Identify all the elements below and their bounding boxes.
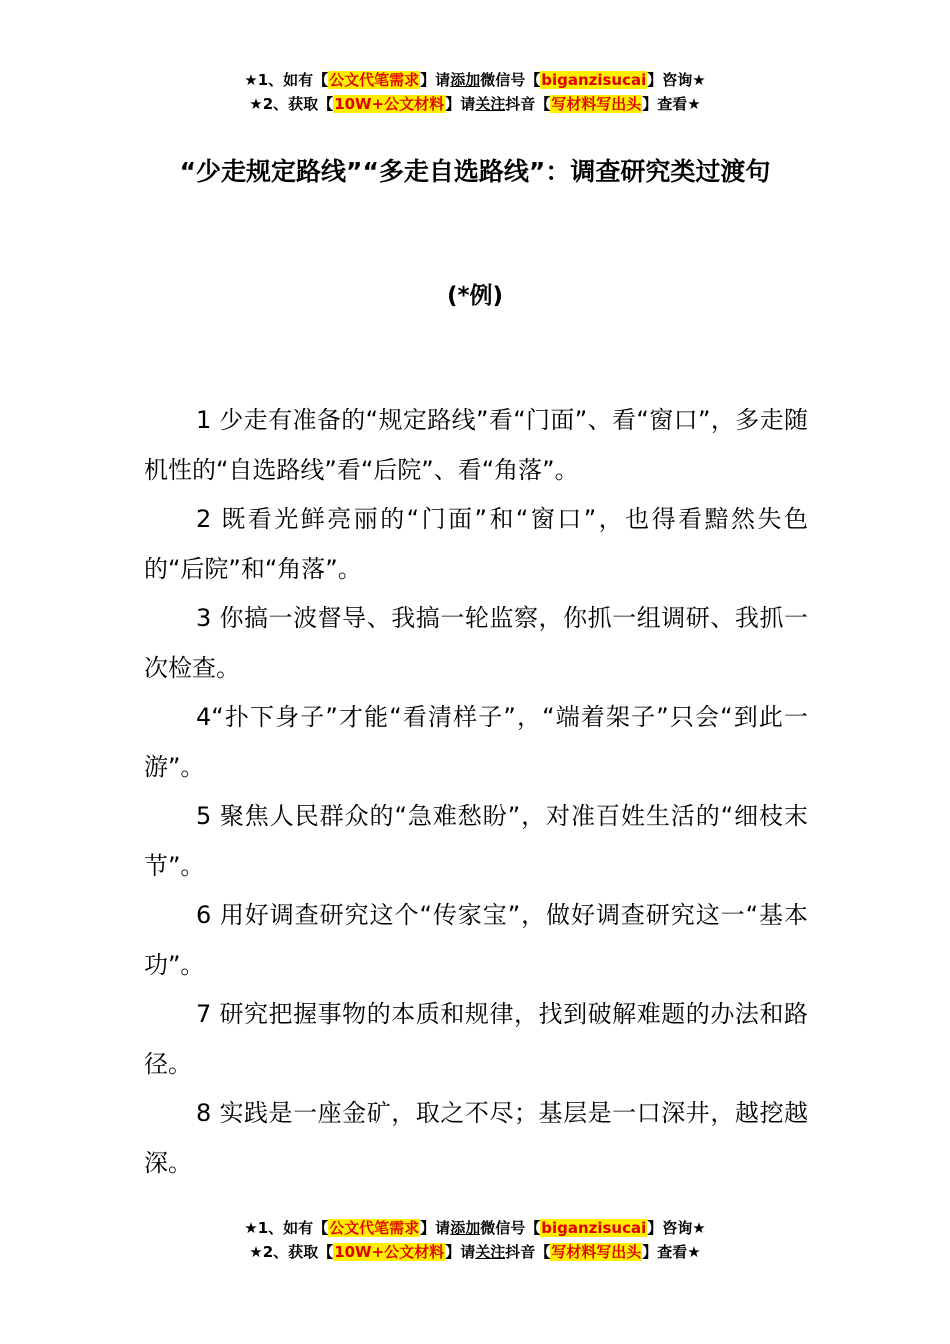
banner-underline-follow: 关注: [475, 95, 506, 113]
banner-text: 】咨询★: [647, 71, 706, 89]
banner-highlight-wechat-id: biganzisucai: [541, 1219, 647, 1237]
document-body: [144, 396, 808, 1188]
banner-underline-add: 添加: [450, 1219, 481, 1237]
banner-highlight-materials: 10W+公文材料: [334, 1243, 445, 1261]
list-item: 5 聚焦人民群众的“急难愁盼”，对准百姓生活的“细枝末节”。: [144, 802, 808, 880]
bottom-banner: [0, 1216, 950, 1264]
document-title: “少走规定路线”“多走自选路线”：调查研究类过渡句: [179, 157, 771, 186]
list-item: 8 实践是一座金矿，取之不尽；基层是一口深井，越挖越深。: [144, 1099, 808, 1177]
list-item: 4“扑下身子”才能“看清样子”，“端着架子”只会“到此一游”。: [144, 703, 808, 781]
top-banner: [0, 68, 950, 116]
banner-underline-add: 添加: [450, 71, 481, 89]
banner-text: 】查看★: [642, 1243, 701, 1261]
banner-highlight-service: 公文代笔需求: [329, 1219, 420, 1237]
banner-text: 】请: [420, 71, 451, 89]
banner-text: 】请: [445, 95, 476, 113]
banner-text: ★2、获取【: [249, 1243, 334, 1261]
list-item: 2 既看光鲜亮丽的“门面”和“窗口”，也得看黯然失色的“后院”和“角落”。: [144, 505, 808, 583]
banner-text: 】咨询★: [647, 1219, 706, 1237]
banner-text: ★1、如有【: [244, 71, 329, 89]
banner-text: 】请: [420, 1219, 451, 1237]
banner-line-1: [0, 1216, 950, 1240]
banner-highlight-douyin-account: 写材料写出头: [551, 95, 642, 113]
banner-highlight-douyin-account: 写材料写出头: [551, 1243, 642, 1261]
banner-highlight-service: 公文代笔需求: [329, 71, 420, 89]
banner-underline-follow: 关注: [475, 1243, 506, 1261]
banner-text: 微信号【: [480, 1219, 541, 1237]
list-item: 3 你搞一波督导、我搞一轮监察，你抓一组调研、我抓一次检查。: [144, 604, 808, 682]
list-item: 1 少走有准备的“规定路线”看“门面”、看“窗口”，多走随机性的“自选路线”看“后院”、看“角落”。: [144, 406, 808, 484]
banner-text: ★1、如有【: [244, 1219, 329, 1237]
banner-text: 】查看★: [642, 95, 701, 113]
banner-highlight-materials: 10W+公文材料: [334, 95, 445, 113]
banner-text: 抖音【: [505, 95, 551, 113]
banner-text: 抖音【: [505, 1243, 551, 1261]
banner-line-2: [0, 1240, 950, 1264]
list-item: 7 研究把握事物的本质和规律，找到破解难题的办法和路径。: [144, 1000, 808, 1078]
banner-line-2: [0, 92, 950, 116]
banner-text: ★2、获取【: [249, 95, 334, 113]
list-item: 6 用好调查研究这个“传家宝”，做好调查研究这一“基本功”。: [144, 901, 808, 979]
banner-line-1: [0, 68, 950, 92]
banner-text: 微信号【: [480, 71, 541, 89]
banner-text: 】请: [445, 1243, 476, 1261]
banner-highlight-wechat-id: biganzisucai: [541, 71, 647, 89]
document-subtitle: (*例): [446, 283, 504, 309]
